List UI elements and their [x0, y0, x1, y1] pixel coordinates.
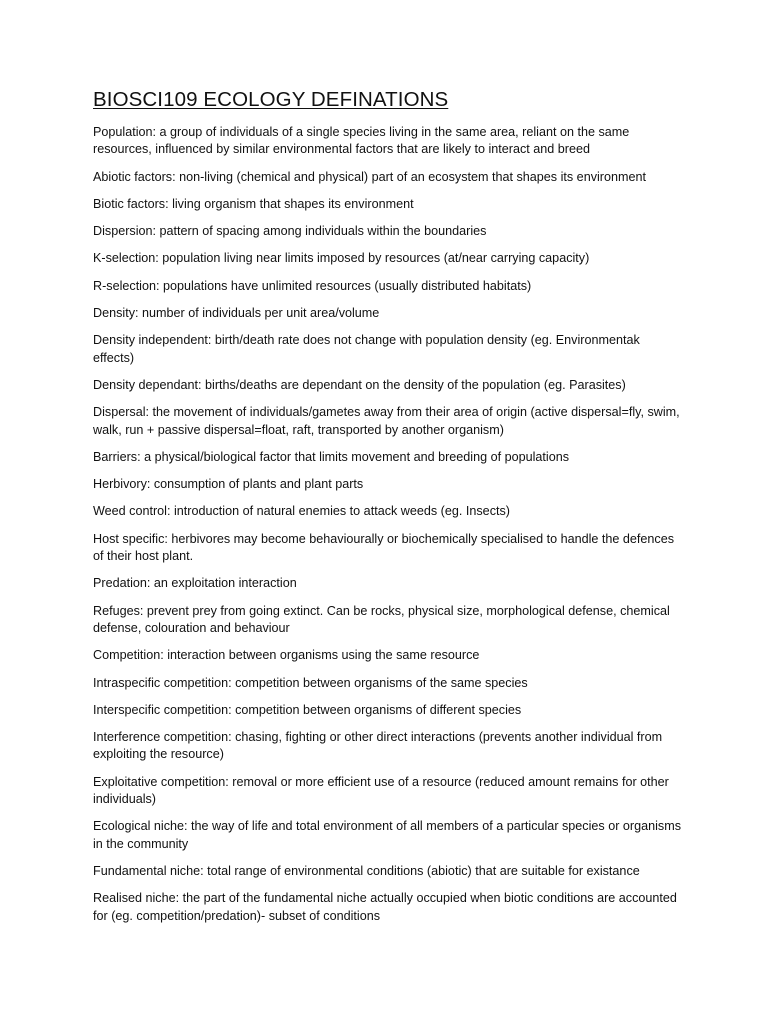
- document-title: BIOSCI109 ECOLOGY DEFINATIONS: [93, 88, 449, 111]
- definition-entry: Exploitative competition: removal or more efficient use of a resource (reduced amount remains for other individuals): [93, 774, 669, 807]
- definition-entry: Dispersal: the movement of individuals/gametes away from their area of origin (active dispersal=fly, swim, walk, run + passive dispersal=float, raft, transported by another organism): [93, 405, 680, 437]
- definition-entry: Weed control: introduction of natural enemies to attack weeds (eg. Insects): [93, 504, 510, 519]
- definition-entry: Barriers: a physical/biological factor that limits movement and breeding of populations: [93, 449, 570, 464]
- definition-list: [93, 124, 683, 925]
- definition-entry: Refuges: prevent prey from going extinct. Can be rocks, physical size, morphological defense, chemical defense, colouration and behaviour: [93, 603, 670, 635]
- definition-entry: Interspecific competition: competition between organisms of different species: [93, 702, 522, 717]
- definition-entry: Density dependant: births/deaths are dependant on the density of the population (eg. Parasites): [93, 377, 626, 392]
- definition-entry: Density: number of individuals per unit area/volume: [93, 306, 380, 321]
- definition-entry: Interference competition: chasing, fighting or other direct interactions (prevents another individual from exploiting the resource): [93, 730, 663, 762]
- definition-entry: Realised niche: the part of the fundamental niche actually occupied when biotic conditions are accounted for (eg. competition/predation)- subset of conditions: [93, 891, 677, 923]
- definition-entry: Ecological niche: the way of life and total environment of all members of a particular species or organisms in the community: [93, 819, 681, 851]
- definition-entry: Predation: an exploitation interaction: [93, 576, 297, 591]
- definition-entry: Herbivory: consumption of plants and plant parts: [93, 477, 364, 492]
- definition-entry: Abiotic factors: non-living (chemical and physical) part of an ecosystem that shapes its environment: [93, 169, 646, 184]
- definition-entry: K-selection: population living near limits imposed by resources (at/near carrying capacity): [93, 251, 590, 266]
- definition-entry: Density independent: birth/death rate does not change with population density (eg. Environmentak effects): [93, 333, 640, 365]
- definition-entry: Host specific: herbivores may become behaviourally or biochemically specialised to handle the defences of their host plant.: [93, 531, 675, 564]
- definition-entry: Competition: interaction between organisms using the same resource: [93, 648, 480, 663]
- definition-entry: Population: a group of individuals of a single species living in the same area, reliant on the same resources, influenced by similar environmental factors that are likely to interact and breed: [93, 125, 630, 157]
- definition-entry: Dispersion: pattern of spacing among individuals within the boundaries: [93, 224, 487, 239]
- document-page: [93, 88, 683, 935]
- definition-entry: R-selection: populations have unlimited resources (usually distributed habitats): [93, 278, 532, 293]
- definition-entry: Intraspecific competition: competition between organisms of the same species: [93, 675, 528, 690]
- definition-entry: Biotic factors: living organism that shapes its environment: [93, 196, 414, 211]
- definition-entry: Fundamental niche: total range of environmental conditions (abiotic) that are suitable for existance: [93, 863, 640, 878]
